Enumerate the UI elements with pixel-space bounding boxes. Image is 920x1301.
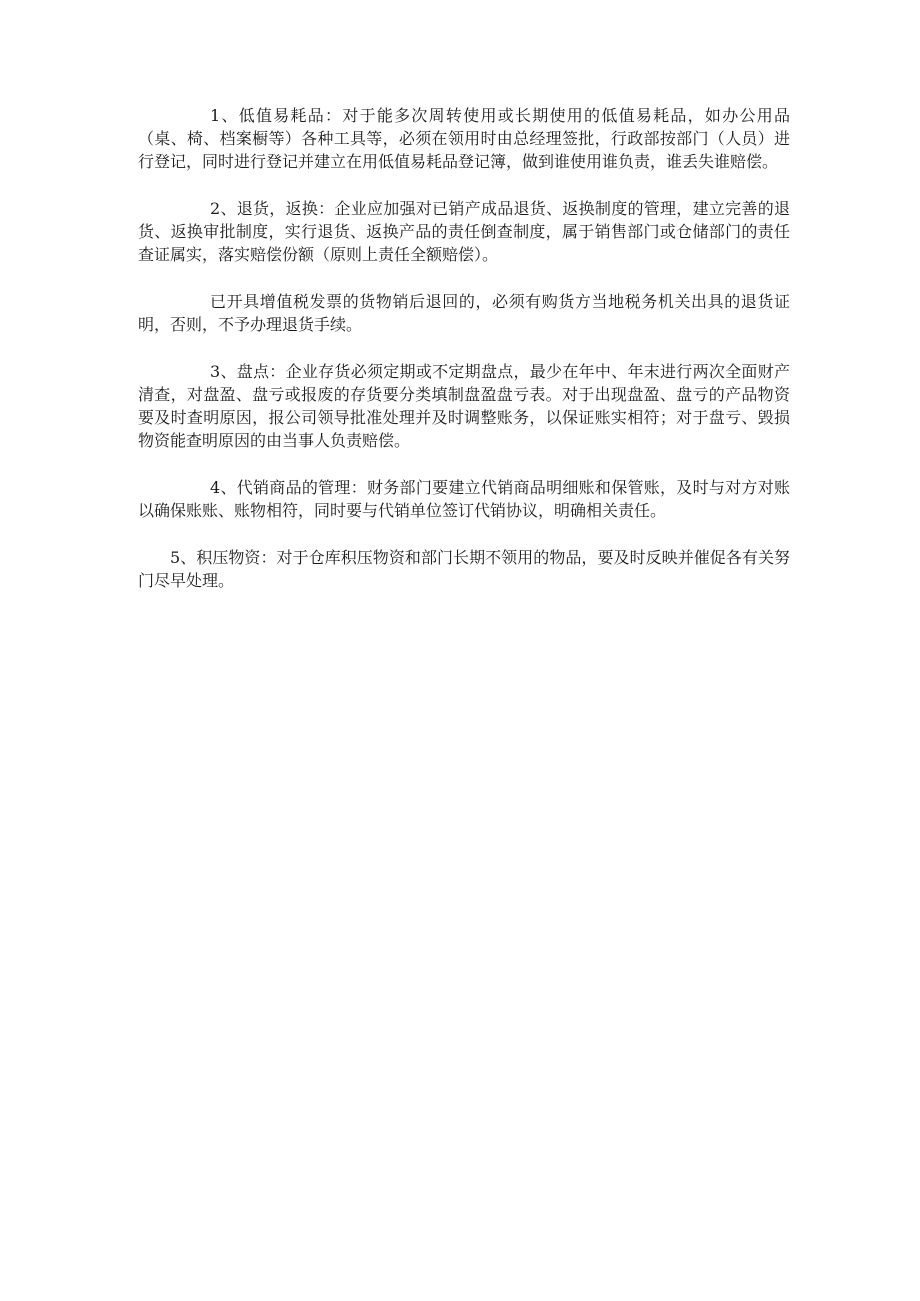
document-body <box>138 104 790 616</box>
paragraph-returns-exchanges: 2、退货，返换：企业应加强对已销产成品退货、返换制度的管理，建立完善的退货、返换审批制度，实行退货、返换产品的责任倒查制度，属于销售部门或仓储部门的责任查证属实，落实赔偿份额（原则上责任全额赔偿）。 <box>138 199 790 264</box>
paragraph-consignment-goods: 4、代销商品的管理：财务部门要建立代销商品明细账和保管账，及时与对方对账以确保账账、账物相符，同时要与代销单位签订代销协议，明确相关责任。 <box>138 478 790 520</box>
paragraph-inventory-count: 3、盘点：企业存货必须定期或不定期盘点，最少在年中、年末进行两次全面财产清查，对盘盈、盘亏或报废的存货要分类填制盘盈盘亏表。对于出现盘盈、盘亏的产品物资要及时查明原因，报公司领导批准处理并及时调整账务，以保证账实相符；对于盘亏、毁损物资能查明原因的由当事人负责赔偿。 <box>138 362 790 450</box>
paragraph-overstocked-materials: 5、积压物资：对于仓库积压物资和部门长期不领用的物品，要及时反映并催促各有关努门尽早处理。 <box>138 548 790 590</box>
paragraph-low-value-consumables: 1、低值易耗品：对于能多次周转使用或长期使用的低值易耗品，如办公用品（桌、椅、档案橱等）各种工具等，必须在领用时由总经理签批，行政部按部门（人员）进行登记，同时进行登记并建立在用低值易耗品登记簿，做到谁使用谁负责，谁丢失谁赔偿。 <box>138 106 790 171</box>
paragraph-vat-invoice-returns: 已开具增值税发票的货物销后退回的，必须有购货方当地税务机关出具的退货证明，否则，不予办理退货手续。 <box>138 292 790 334</box>
